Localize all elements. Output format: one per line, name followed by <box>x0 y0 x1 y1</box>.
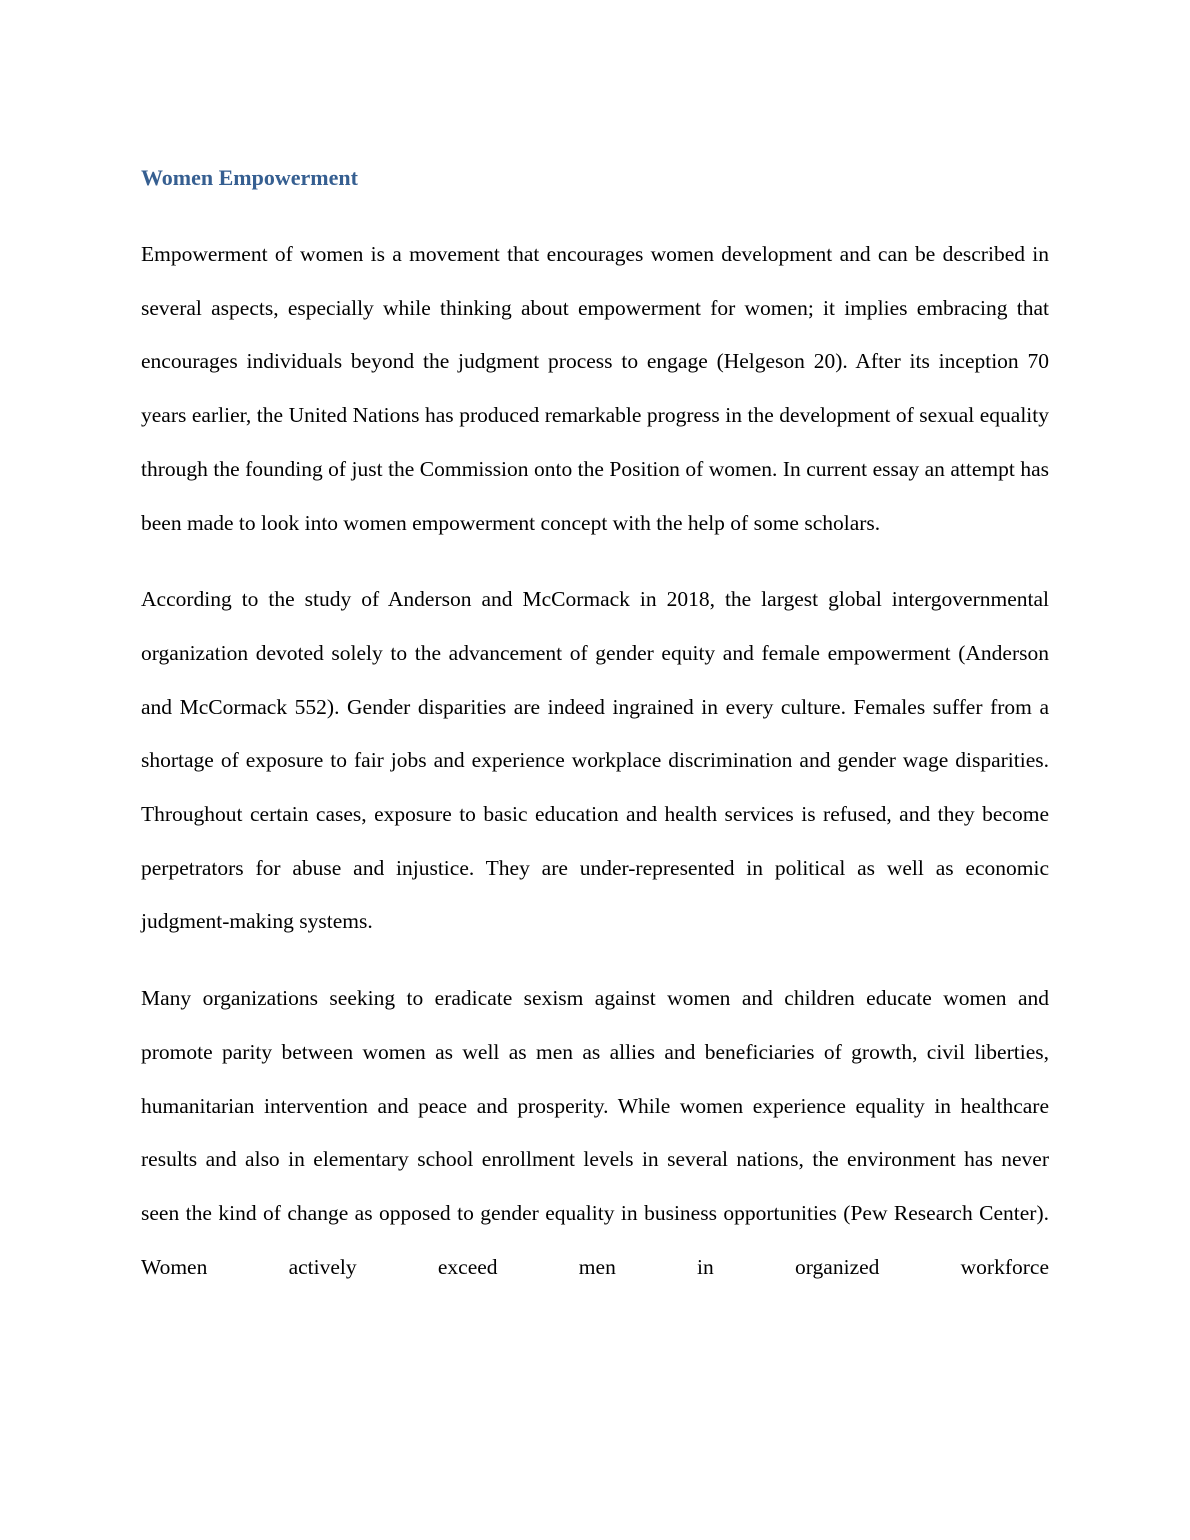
document-page <box>141 160 1049 1294</box>
paragraph-organizations: Many organizations seeking to eradicate sexism against women and children educate women and promote parity between women as well as men as allies and beneficiaries of growth, civil liberties, humanitarian intervention and peace and prosperity. While women experience equality in healthcare results and also in elementary school enrollment levels in several nations, the environment has never seen the kind of change as opposed to gender equality in business opportunities (Pew Research Center). Women actively exceed men in organized workforce <box>141 986 1049 1279</box>
paragraph-intro: Empowerment of women is a movement that encourages women development and can be described in several aspects, especially while thinking about empowerment for women; it implies embracing that encourages individuals beyond the judgment process to engage (Helgeson 20). After its inception 70 years earlier, the United Nations has produced remarkable progress in the development of sexual equality through the founding of just the Commission onto the Position of women. In current essay an attempt has been made to look into women empowerment concept with the help of some scholars. <box>141 242 1049 535</box>
paragraph-anderson-mccormack: According to the study of Anderson and McCormack in 2018, the largest global intergovernmental organization devoted solely to the advancement of gender equity and female empowerment (Anderson and McCormack 552). Gender disparities are indeed ingrained in every culture. Females suffer from a shortage of exposure to fair jobs and experience workplace discrimination and gender wage disparities. Throughout certain cases, exposure to basic education and health services is refused, and they become perpetrators for abuse and injustice. They are under-represented in political as well as economic judgment-making systems. <box>141 587 1049 934</box>
document-title: Women Empowerment <box>141 165 358 190</box>
